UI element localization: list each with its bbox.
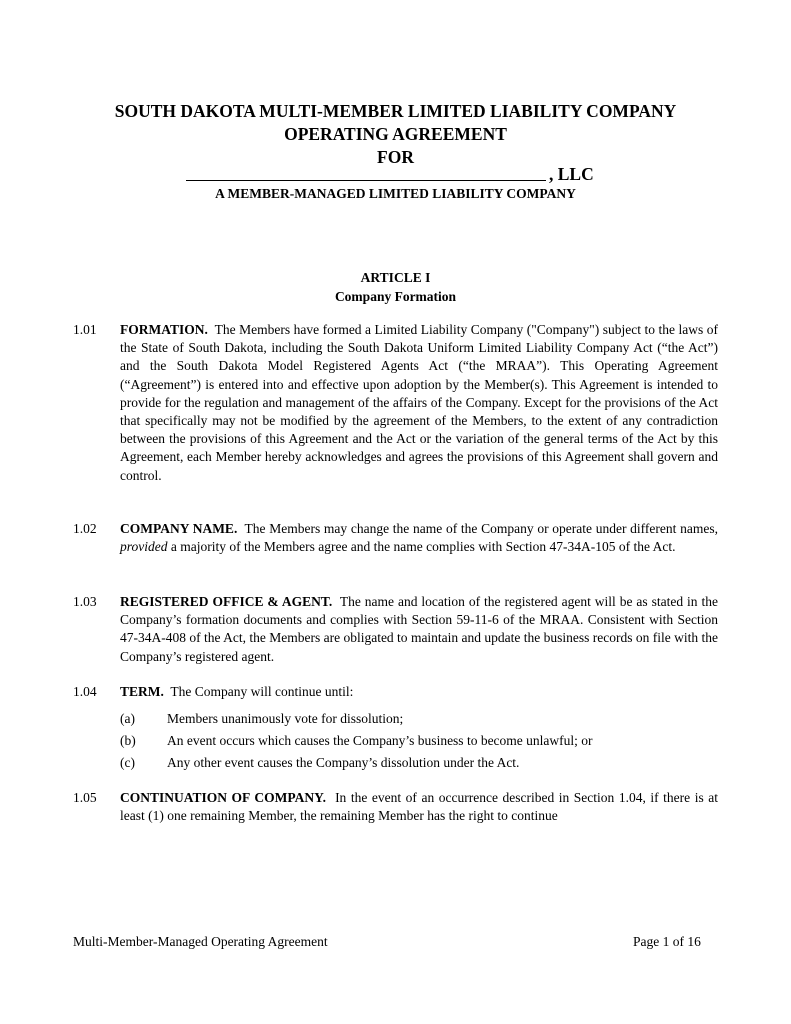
article-heading xyxy=(0,268,791,306)
list-item-label: (b) xyxy=(120,733,136,748)
section-heading: TERM. xyxy=(120,684,164,699)
footer-title: Multi-Member-Managed Operating Agreement xyxy=(73,934,328,949)
llc-suffix: , LLC xyxy=(549,164,594,184)
list-item-text: An event occurs which causes the Company’s business to become unlawful; or xyxy=(167,733,593,748)
list-item-text: Members unanimously vote for dissolution; xyxy=(167,711,404,726)
section-text: The Members may change the name of the Company or operate under different names, xyxy=(244,521,718,536)
section-heading: COMPANY NAME. xyxy=(120,521,238,536)
section-number: 1.01 xyxy=(73,322,97,337)
section-body xyxy=(120,520,718,556)
section-heading: CONTINUATION OF COMPANY. xyxy=(120,790,326,805)
section-body xyxy=(120,789,718,825)
list-item-text: Any other event causes the Company’s dissolution under the Act. xyxy=(167,755,520,770)
section-1-05 xyxy=(73,789,718,825)
section-number: 1.02 xyxy=(73,521,97,536)
list-item-label: (c) xyxy=(120,755,135,770)
section-text: a majority of the Members agree and the name complies with Section 47-34A-105 of the Act. xyxy=(170,539,676,555)
section-number: 1.03 xyxy=(73,594,97,609)
title-line-2: OPERATING AGREEMENT xyxy=(284,124,507,144)
section-text: The Company will continue until: xyxy=(170,684,354,699)
section-body xyxy=(120,593,718,666)
section-heading: REGISTERED OFFICE & AGENT. xyxy=(120,594,333,609)
section-1-04 xyxy=(73,683,718,701)
article-number: ARTICLE I xyxy=(360,270,431,285)
section-text: The name and location of the registered agent will be as stated in the Company’s formation documents and complies with Section 59-11-6 of the MRAA. Consistent with Section 47-34A-408 of the Act, the Members are obligated to maintain and update the business records on file with the Company’s registered agent. xyxy=(120,594,718,664)
section-body xyxy=(120,683,718,701)
list-item-label: (a) xyxy=(120,711,135,726)
title-line-3: FOR xyxy=(377,147,414,167)
company-name-line xyxy=(186,164,606,186)
title-line-1: SOUTH DAKOTA MULTI-MEMBER LIMITED LIABILITY COMPANY xyxy=(114,101,677,121)
section-1-02 xyxy=(73,520,718,556)
section-text: The Members have formed a Limited Liability Company ("Company") subject to the laws of the State of South Dakota, including the South Dakota Uniform Limited Liability Company Act (“the Act”) and the South Dakota Model Registered Agents Act (“the MRAA”). This Operating Agreement (“Agreement”) is entered into and effective upon adoption by the Member(s). This Agreement is intended to provide for the regulation and management of the affairs of the Company. Except for the provisions of the Act that specifically may not be modified by the agreement of the Members, to the extent of any contradiction between the provisions of this Agreement and the Act or the variation of the general terms of the Act by this Agreement, each Member hereby acknowledges and agrees the provisions of this Agreement shall govern and control. xyxy=(120,322,718,483)
section-text: In the event of an occurrence described in Section 1.04, if there is at least (1) one remaining Member, the remaining Member has the right to continue xyxy=(120,790,718,824)
section-number: 1.05 xyxy=(73,790,97,805)
section-number: 1.04 xyxy=(73,684,97,699)
document-title xyxy=(0,100,791,169)
section-1-03 xyxy=(73,593,718,666)
article-name: Company Formation xyxy=(334,289,457,304)
section-1-01 xyxy=(73,321,718,485)
section-body xyxy=(120,321,718,485)
company-name-blank[interactable] xyxy=(186,180,546,181)
page-number: Page 1 of 16 xyxy=(633,934,701,949)
document-subtitle: A MEMBER-MANAGED LIMITED LIABILITY COMPANY xyxy=(215,186,576,201)
section-text-italic: provided xyxy=(120,539,168,555)
section-heading: FORMATION. xyxy=(120,322,208,337)
